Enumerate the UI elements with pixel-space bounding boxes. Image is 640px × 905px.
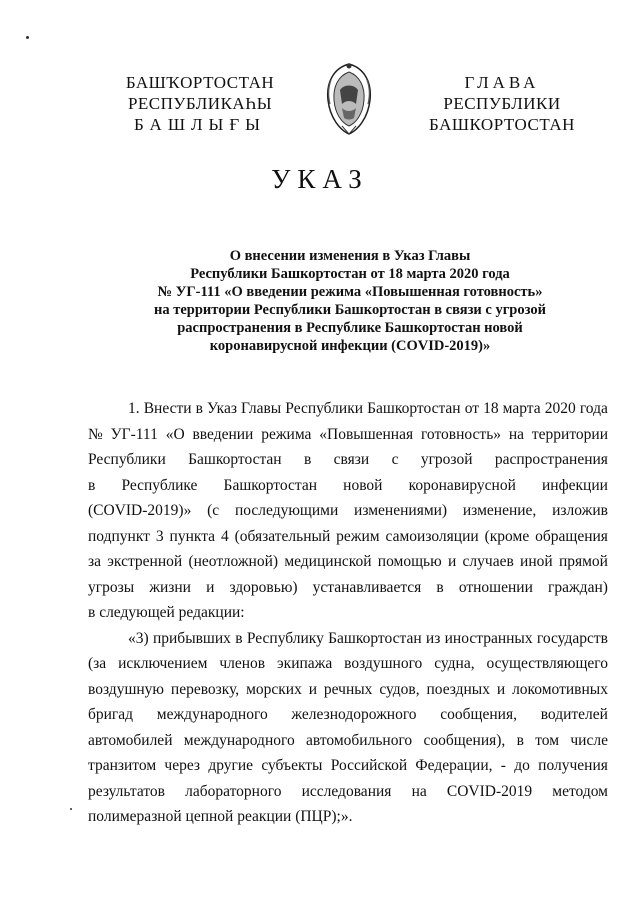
body-line: № УГ-111 «О введении режима «Повышенная готовность» на территории [88, 425, 608, 443]
document-title: УКАЗ [271, 164, 369, 194]
body-line: «3) прибывших в Республику Башкортостан из иностранных государств [128, 629, 608, 647]
subject-line: О внесении изменения в Указ Главы [229, 248, 471, 264]
body-line: за экстренной (неотложной) медицинской помощью и случаев иной прямой [88, 553, 608, 570]
body-line: (COVID-2019)» (с последующими изменениями) изменение, изложив [88, 502, 608, 519]
decree-subject [100, 247, 600, 355]
body-line: в Республике Башкортостан новой коронавирусной инфекции [88, 476, 608, 494]
body-line: (за исключением членов экипажа воздушного судна, осуществляющего [88, 655, 608, 672]
body-line: бригад международного железнодорожного сообщения, водителей [88, 706, 608, 723]
issuer-russian-line: БАШКОРТОСТАН [429, 115, 575, 134]
subject-line: Республики Башкортостан от 18 марта 2020 года [190, 266, 510, 282]
body-line: автомобилей международного автомобильного сообщения), в том числе [88, 731, 608, 749]
body-line: Республики Башкортостан в связи с угрозой распространения [88, 451, 608, 468]
subject-line: на территории Республики Башкортостан в связи с угрозой [154, 302, 546, 318]
scan-speck [70, 808, 72, 810]
body-line: результатов лабораторного исследования на COVID-2019 методом [88, 782, 608, 800]
body-line: полимеразной цепной реакции (ПЦР);». [88, 808, 353, 825]
issuer-bashkir-line: БАШЛЫҒЫ [134, 115, 266, 134]
issuer-bashkir-line: РЕСПУБЛИКАҺЫ [127, 94, 273, 113]
issuer-russian-line: РЕСПУБЛИКИ [443, 94, 561, 113]
body-line: 1. Внести в Указ Главы Республики Башкортостан от 18 марта 2020 года [128, 400, 608, 417]
body-line: воздушную перевозку, морских и речных судов, поездных и локомотивных [88, 680, 608, 698]
issuer-russian [402, 72, 602, 135]
issuer-russian-line: ГЛАВА [464, 73, 540, 92]
coat-of-arms-icon [322, 60, 376, 136]
body-line: угрозы жизни и здоровью) устанавливается в отношении граждан) [88, 578, 608, 596]
decree-body [88, 396, 608, 830]
scan-speck [26, 36, 29, 39]
subject-line: коронавирусной инфекции (COVID-2019)» [209, 338, 491, 354]
body-line: подпункт 3 пункта 4 (обязательный режим самоизоляции (кроме обращения [88, 527, 608, 545]
body-line: транзитом через другие субъекты Российской Федерации, - до получения [88, 757, 608, 774]
subject-line: № УГ-111 «О введении режима «Повышенная готовность» [157, 284, 543, 300]
subject-line: распространения в Республике Башкортостан новой [177, 320, 523, 336]
issuer-bashkir-line: БАШҠОРТОСТАН [125, 73, 275, 92]
body-line: в следующей редакции: [88, 604, 245, 621]
issuer-bashkir [100, 72, 300, 135]
